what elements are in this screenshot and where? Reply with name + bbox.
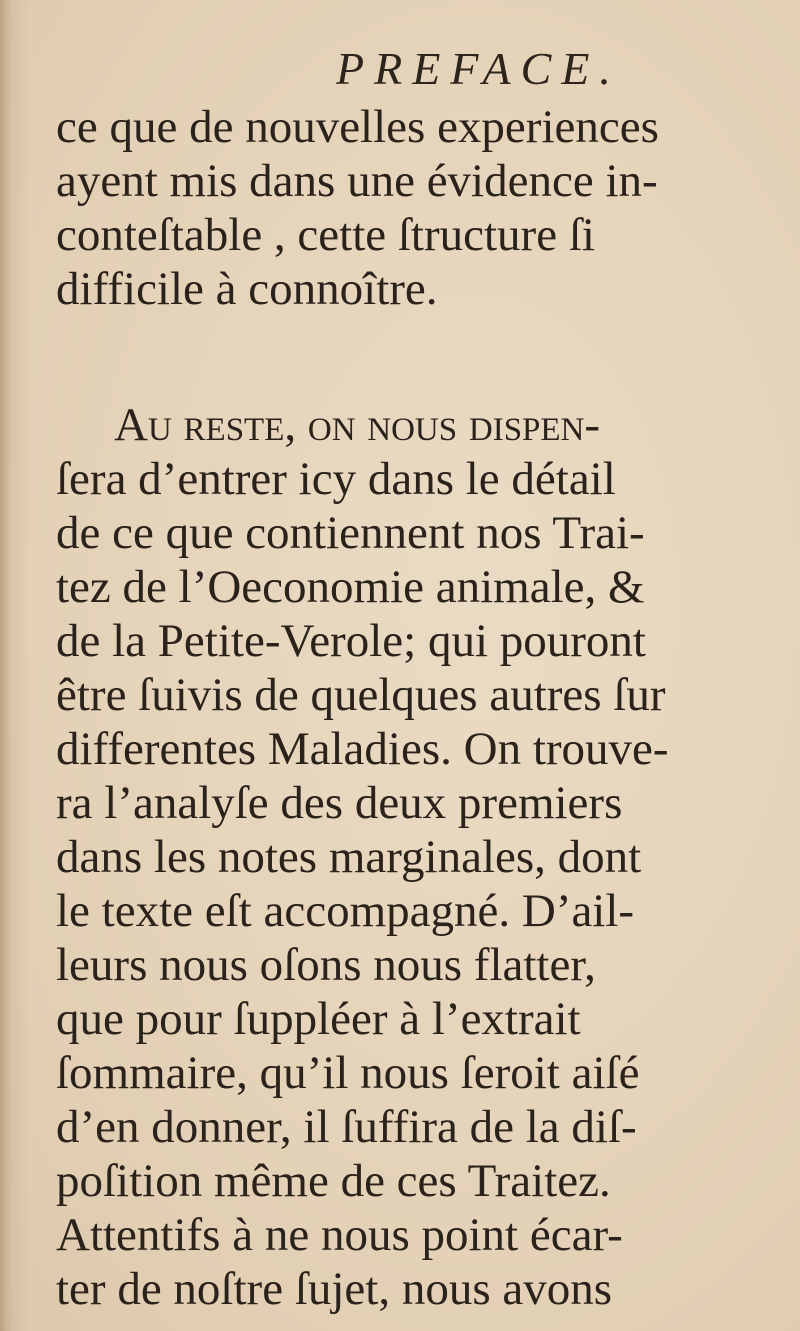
- running-head: PREFACE.: [336, 43, 621, 94]
- text-line: Attentifs à ne nous point écar-: [56, 1209, 623, 1261]
- text-line: que pour ſuppléer à l’extrait: [56, 993, 581, 1045]
- text-line: tez de l’Oeconomie animale, &: [56, 561, 645, 613]
- page-gutter-shadow: [0, 0, 12, 1331]
- text-line: être ſuivis de quelques autres ſur: [56, 669, 666, 721]
- text-line: poſition même de ces Traitez.: [56, 1155, 611, 1207]
- body-text: [56, 100, 796, 1316]
- text-line: difficile à connoître.: [56, 263, 438, 315]
- text-line: de la Petite-Verole; qui pouront: [56, 615, 646, 667]
- text-line: Au reste, on nous diſpen-: [114, 399, 601, 451]
- text-line: le texte eſt accompagné. D’ail-: [56, 885, 635, 937]
- text-line: d’en donner, il ſuffira de la diſ-: [56, 1101, 637, 1153]
- text-line: conteſtable , cette ſtructure ſi: [56, 209, 595, 261]
- text-line: de ce que contiennent nos Trai-: [56, 507, 645, 559]
- text-line: dans les notes marginales, dont: [56, 831, 642, 883]
- paragraph-gap: [56, 316, 796, 398]
- text-line: ra l’analyſe des deux premiers: [56, 777, 623, 829]
- text-line: differentes Maladies. On trouve-: [56, 723, 669, 775]
- text-line: ayent mis dans une évidence in-: [56, 155, 658, 207]
- text-line: leurs nous oſons nous flatter,: [56, 939, 596, 991]
- text-line: ſera d’entrer icy dans le détail: [56, 453, 616, 505]
- text-line: ce que de nouvelles experiences: [56, 101, 659, 153]
- text-line: ſommaire, qu’il nous ſeroit aiſé: [56, 1047, 640, 1099]
- text-line: ter de noſtre ſujet, nous avons: [56, 1263, 613, 1315]
